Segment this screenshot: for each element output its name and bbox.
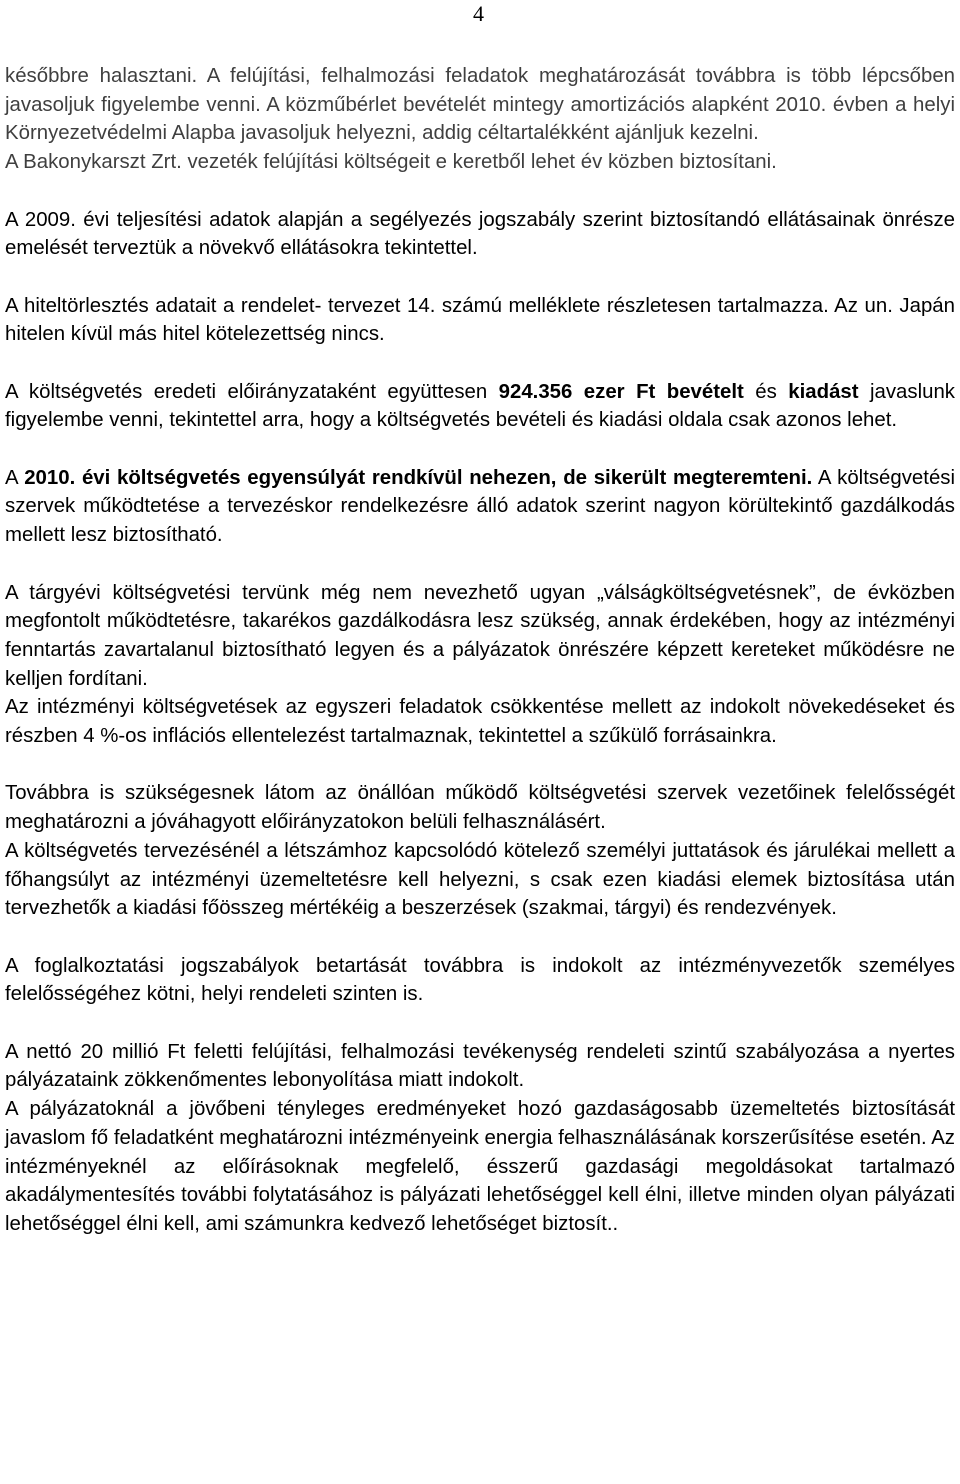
budget-total-rest: javaslunk figyelembe venni, tekintettel arra, hogy a költségvetés bevételi és kiadási oldala csak azonos lehet. — [5, 380, 955, 432]
budget-total-and: és — [743, 380, 789, 403]
paragraph-tenders: A pályázatoknál a jövőbeni tényleges eredményeket hozó gazdaságosabb üzemeltetés biztosítását javaslom fő feladatként meghatározni intézményeink energia felhasználásának korszerűsítése esetén. Az intézményeknél az előírásoknak megfelelő, ésszerű gazdasági megoldásokat tartalmazó akadálymentesítés további folytatásához is pályázati lehetőséggel kell élni, illetve minden olyan pályázati lehetőséggel élni kell, ami számunkra kedvező lehetőséget biztosít.. — [5, 1098, 955, 1235]
document-body — [5, 62, 955, 1239]
paragraph-employment-rules: A foglalkoztatási jogszabályok betartását továbbra is indokolt az intézményvezetők személyes felelősségéhez kötni, helyi rendeleti szinten is. — [5, 954, 955, 1006]
budget-total-expense: kiadást — [788, 380, 859, 403]
paragraph-bakonykarszt: A Bakonykarszt Zrt. vezeték felújítási költségeit e keretből lehet év közben biztosítani. — [5, 151, 777, 174]
paragraph-institutional-budgets: Az intézményi költségvetések az egyszeri feladatok csökkentése mellett az indokolt növekedéseket és részben 4 %-os inflációs ellentelezést tartalmaznak, tekintettel a szűkülő forrásainkra. — [5, 696, 955, 748]
budget-total-amount: 924.356 ezer Ft bevételt — [498, 380, 744, 403]
paragraph-leader-responsibility: Továbbra is szükségesnek látom az önállóan működő költségvetési szervek vezetőinek felelősségét meghatározni a jóváhagyott előirányzatokon belüli felhasználásért. — [5, 782, 955, 834]
budget-balance-statement: 2010. évi költségvetés egyensúlyát rendkívül nehezen, de sikerült megteremteni. — [24, 466, 813, 489]
paragraph-crisis-budget: A tárgyévi költségvetési tervünk még nem nevezhető ugyan „válságköltségvetésnek”, de évközben megfontolt működtetésre, takarékos gazdálkodásra lesz szükség, annak érdekében, hogy az intézményi fenntartás zavartalanul biztosítható legyen és a pályázatok önrészére képzett kereteket működésre ne kelljen fordítani. — [5, 581, 955, 690]
budget-balance-rest: A költségvetési szervek működtetése a tervezéskor rendelkezésre álló adatok szerint nagyon körültekintő gazdálkodás mellett lesz biztosítható. — [5, 466, 956, 547]
paragraph-budget-balance — [5, 464, 955, 550]
paragraph-budget-total — [5, 378, 955, 435]
paragraph-social-aid: A 2009. évi teljesítési adatok alapján a segélyezés jogszabály szerint biztosítandó ellátásainak önrésze emelését terveztük a növekvő ellátásokra tekintettel. — [5, 208, 955, 260]
budget-total-intro: A költségvetés eredeti előirányzataként együttesen — [5, 380, 499, 403]
paragraph-deferral: későbbre halasztani. A felújítási, felhalmozási feladatok meghatározását továbbra is több lépcsőben javasoljuk figyelembe venni. A közműbérlet bevételét mintegy amortizációs alapként 2010. évben a helyi Környezetvédelmi Alapba javasoljuk helyezni, addig céltartalékként ajánljuk kezelni. — [5, 65, 955, 145]
page-number: 4 — [473, 1, 484, 26]
paragraph-loan-repayment: A hiteltörlesztés adatait a rendelet- tervezet 14. számú melléklete részletesen tartalmazza. Az un. Japán hitelen kívül más hitel kötelezettség nincs. — [5, 294, 955, 346]
budget-balance-intro: A — [5, 466, 25, 489]
paragraph-renovation-regulation: A nettó 20 millió Ft feletti felújítási, felhalmozási tevékenység rendeleti szintű szabályozása a nyertes pályázataink zökkenőmentes lebonyolítása miatt indokolt. — [5, 1040, 955, 1092]
paragraph-budget-planning: A költségvetés tervezésénél a létszámhoz kapcsolódó kötelező személyi juttatások és járulékai mellett a főhangsúlyt az intézményi üzemeltetésre kell helyezni, s csak ezen kiadási elemek biztosítása után tervezhetők a kiadási főösszeg mértékéig a beszerzések (szakmai, tárgyi) és rendezvények. — [5, 839, 955, 920]
